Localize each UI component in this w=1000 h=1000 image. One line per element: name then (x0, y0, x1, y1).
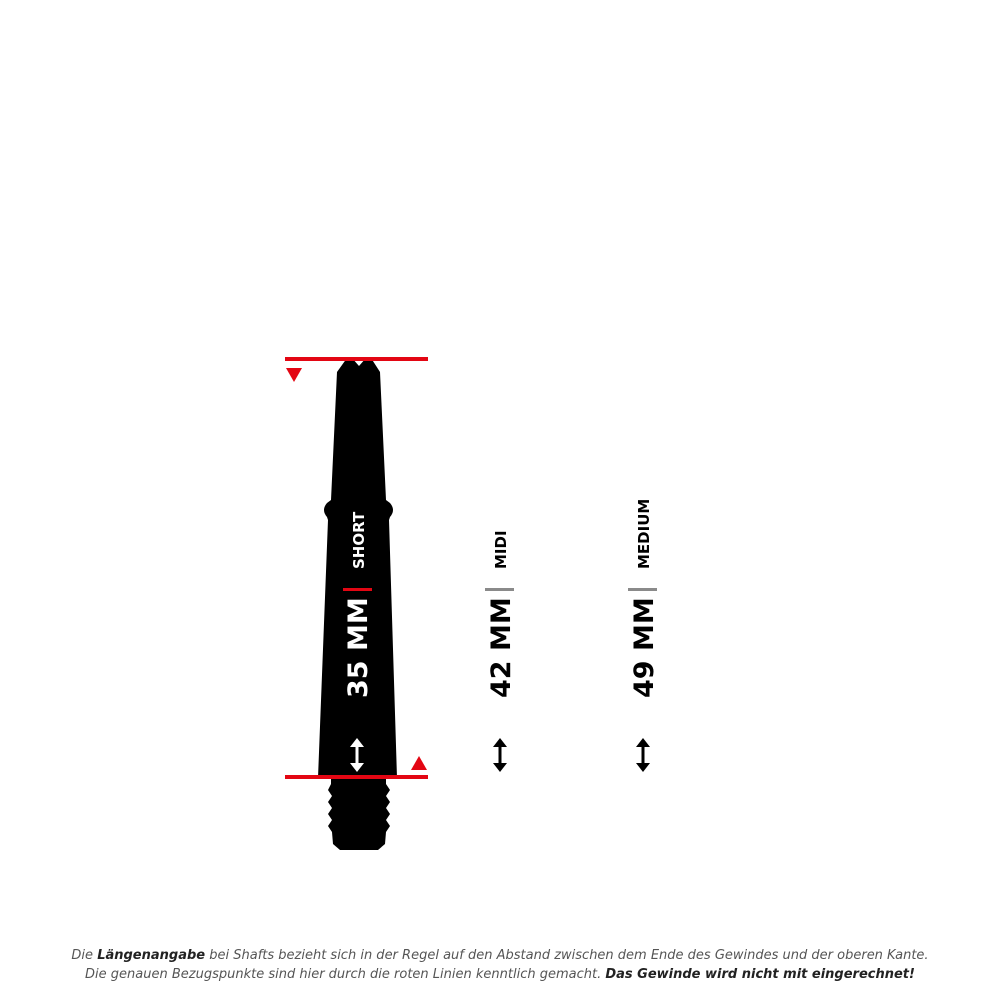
size-name-midi: MIDI (492, 530, 510, 569)
shaft-thread (328, 778, 390, 850)
red-up-triangle-icon (411, 756, 427, 770)
divider-midi (485, 588, 514, 591)
size-name-short: SHORT (350, 511, 368, 569)
divider-medium (628, 588, 657, 591)
caption-line-2 (0, 965, 1000, 984)
double-vertical-arrow-icon (493, 738, 507, 772)
red-down-triangle-icon (286, 368, 302, 382)
caption-text: Die genauen Bezugspunkte sind hier durch die roten Linien kenntlich gemacht. (85, 967, 606, 982)
length-medium: 49 MM (629, 597, 660, 698)
length-midi: 42 MM (486, 597, 517, 698)
caption-text: Die (71, 948, 98, 963)
top-reference-line (285, 357, 428, 361)
divider-short (343, 588, 372, 591)
size-midi (485, 530, 517, 772)
caption-text: bei Shafts bezieht sich in der Regel auf den Abstand zwischen dem Ende des Gewindes und der oberen Kante. (205, 948, 929, 963)
caption (0, 946, 1000, 984)
caption-emphasis: Längenangabe (97, 948, 206, 963)
caption-emphasis: Das Gewinde wird nicht mit eingerechnet! (605, 967, 915, 982)
double-vertical-arrow-icon (636, 738, 650, 772)
size-medium (628, 499, 660, 772)
caption-line-1 (0, 946, 1000, 965)
bottom-reference-line (285, 775, 428, 779)
size-name-medium: MEDIUM (635, 498, 653, 569)
length-short: 35 MM (343, 597, 374, 698)
